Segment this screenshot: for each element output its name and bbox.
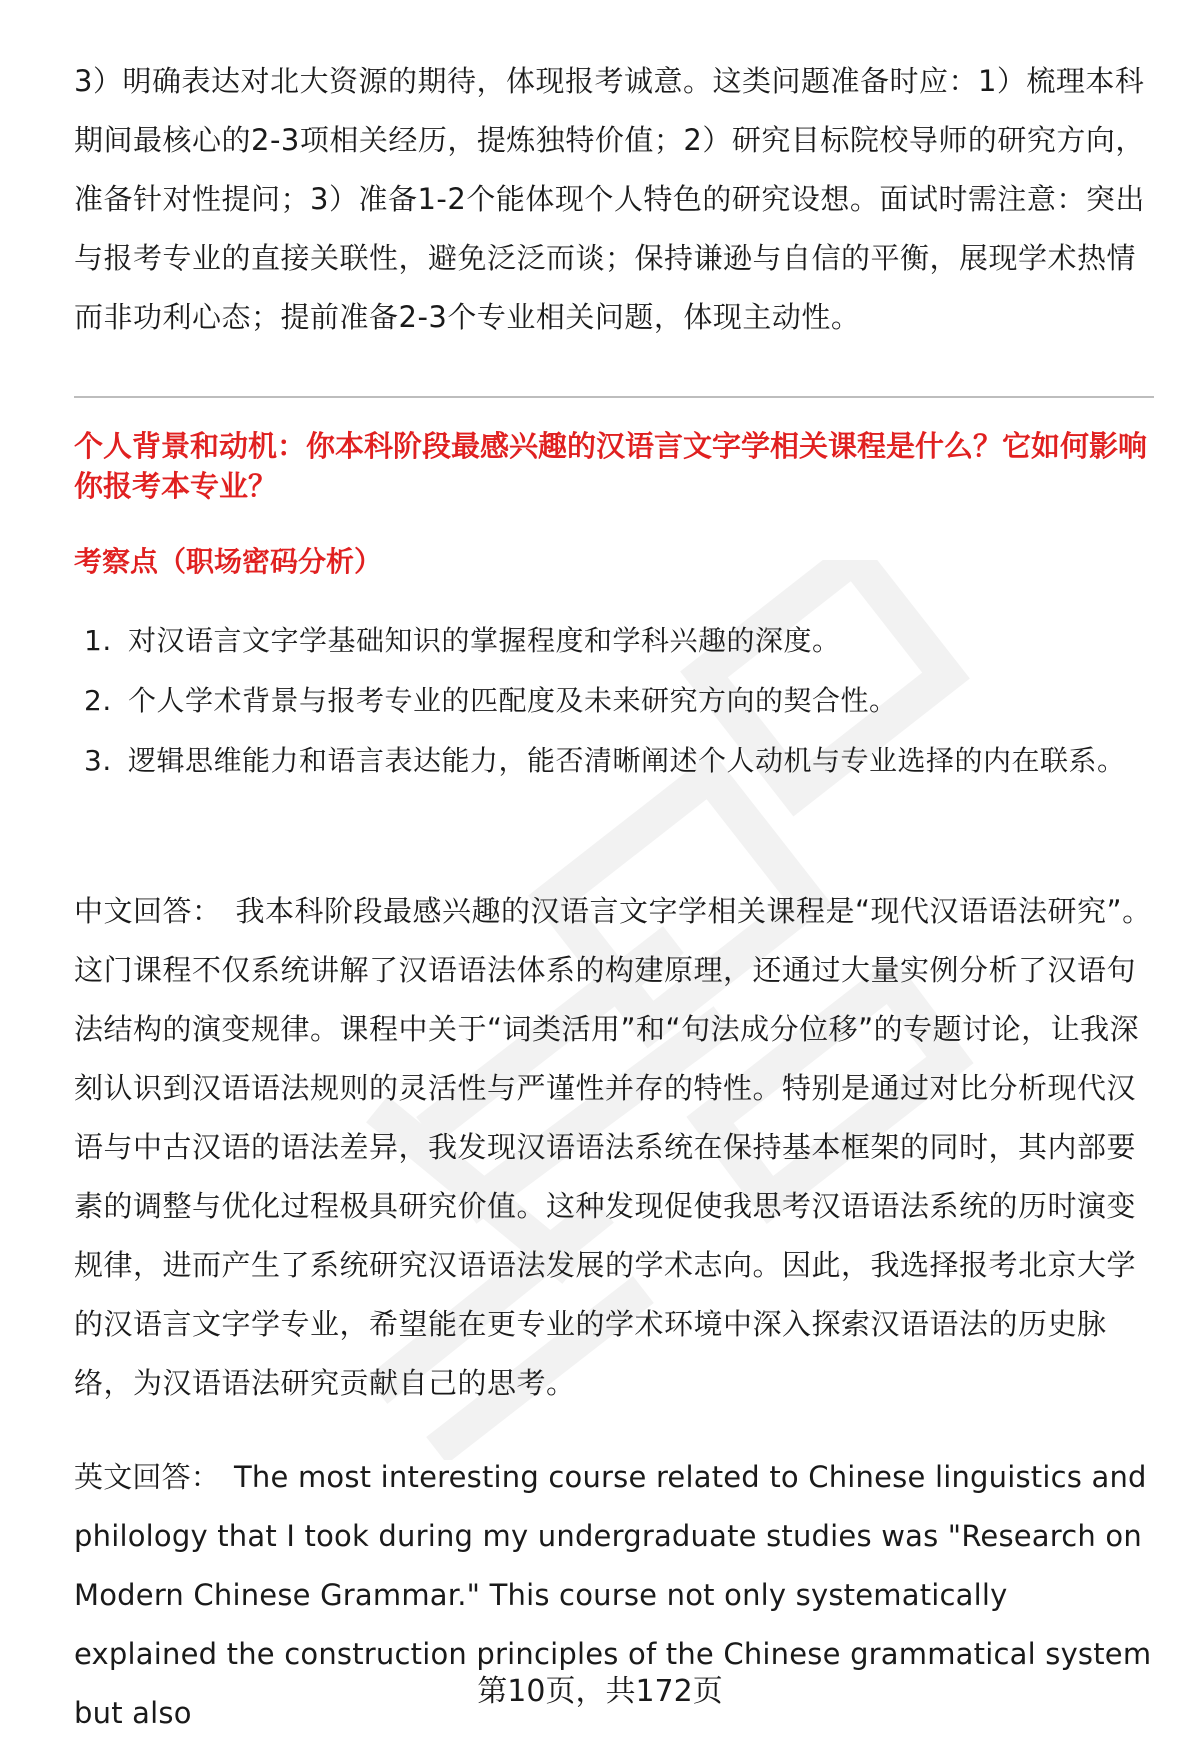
assessment-item: [74, 611, 1154, 671]
assessment-item-number: 1.: [84, 624, 112, 657]
assessment-item-text: 逻辑思维能力和语言表达能力，能否清晰阐述个人动机与专业选择的内在联系。: [128, 744, 1126, 777]
assessment-title: 考察点（职场密码分析）: [74, 545, 383, 578]
english-answer-label: 英文回答：: [74, 1460, 221, 1494]
assessment-item: [74, 731, 1154, 791]
intro-paragraph: 3）明确表达对北大资源的期待，体现报考诚意。这类问题准备时应：1）梳理本科期间最核心的2-3项相关经历，提炼独特价值；2）研究目标院校导师的研究方向，准备针对性提问；3）准备1-2个能体现个人特色的研究设想。面试时需注意：突出与报考专业的直接关联性，避免泛泛而谈；保持谦逊与自信的平衡，展现学术热情而非功利心态；提前准备2-3个专业相关问题，体现主动性。: [74, 64, 1145, 334]
chinese-answer-block: [74, 882, 1154, 1413]
assessment-item-text: 对汉语言文字学基础知识的掌握程度和学科兴趣的深度。: [128, 624, 841, 657]
assessment-item-number: 2.: [84, 684, 112, 717]
chinese-answer-text: 我本科阶段最感兴趣的汉语言文字学相关课程是“现代汉语语法研究”。这门课程不仅系统讲解了汉语语法体系的构建原理，还通过大量实例分析了汉语句法结构的演变规律。课程中关于“词类活用”和“句法成分位移”的专题讨论，让我深刻认识到汉语语法规则的灵活性与严谨性并存的特性。特别是通过对比分析现代汉语与中古汉语的语法差异，我发现汉语语法系统在保持基本框架的同时，其内部要素的调整与优化过程极具研究价值。这种发现促使我思考汉语语法系统的历时演变规律，进而产生了系统研究汉语语法发展的学术志向。因此，我选择报考北京大学的汉语言文字学专业，希望能在更专业的学术环境中深入探索汉语语法的历史脉络，为汉语语法研究贡献自己的思考。: [74, 894, 1152, 1400]
intro-paragraph-block: [74, 52, 1154, 347]
page-number-footer: 第10页，共172页: [477, 1674, 723, 1709]
assessment-item: [74, 671, 1154, 731]
section-divider: [74, 396, 1154, 398]
assessment-list: [74, 611, 1154, 791]
assessment-item-number: 3.: [84, 744, 112, 777]
assessment-item-text: 个人学术背景与报考专业的匹配度及未来研究方向的契合性。: [128, 684, 898, 717]
chinese-answer-label: 中文回答：: [74, 894, 222, 928]
chinese-answer-paragraph: [74, 882, 1154, 1413]
english-answer-text: The most interesting course related to Chinese linguistics and philology that I took during my undergraduate studies was "Research on Modern Chinese Grammar." This course not only systematically explained the construction principles of the Chinese grammatical system but also: [74, 1460, 1152, 1730]
question-heading: 个人背景和动机：你本科阶段最感兴趣的汉语言文字学相关课程是什么？它如何影响你报考本专业？: [74, 429, 1148, 503]
